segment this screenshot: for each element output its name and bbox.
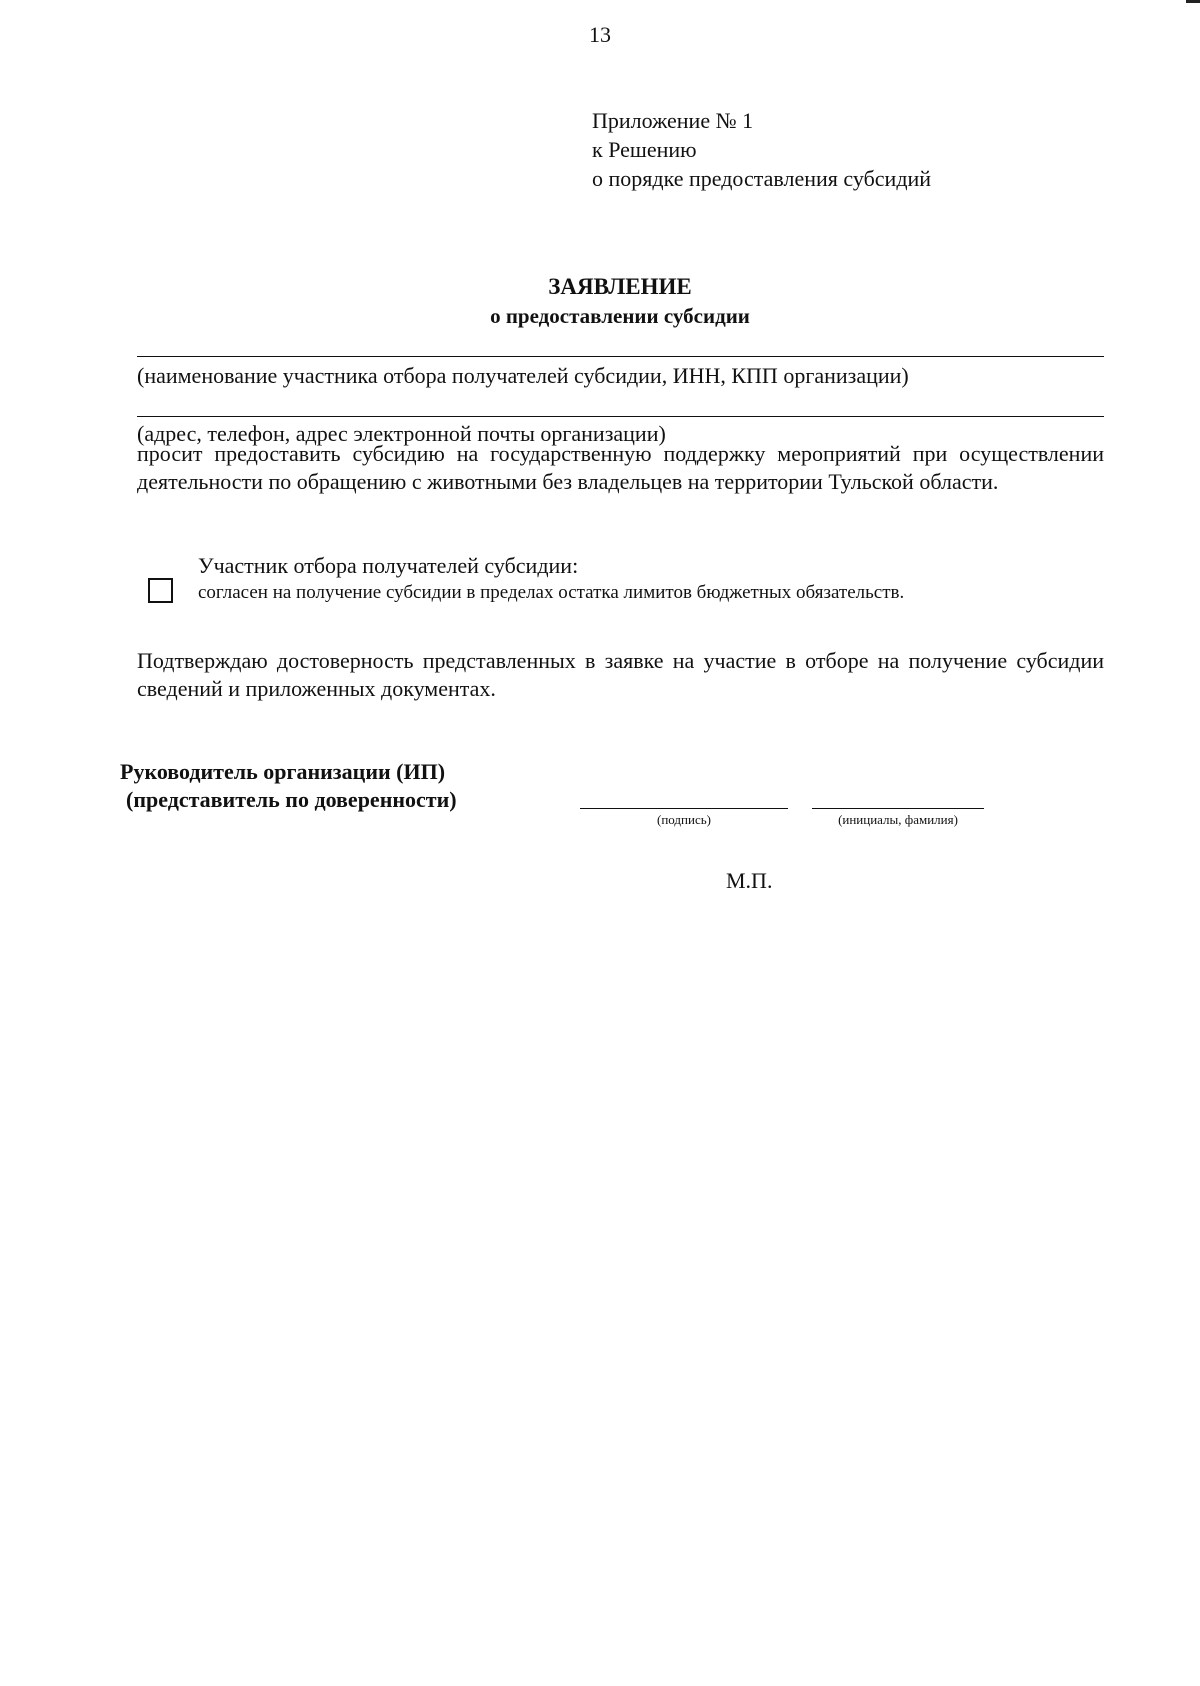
signer-title: Руководитель организации (ИП) [120,759,446,784]
address-field-line[interactable] [137,416,1104,417]
page-number: 13 [589,22,611,47]
title-main: ЗАЯВЛЕНИЕ [548,274,692,299]
appendix-line-1: Приложение № 1 [592,108,754,133]
name-caption: (инициалы, фамилия) [838,812,958,827]
appendix-line-2: к Решению [592,137,697,162]
title-subtitle: о предоставлении субсидии [490,304,750,328]
appendix-line-3: о порядке предоставления субсидий [592,166,932,191]
document-title [0,272,1200,330]
signature-caption: (подпись) [657,812,711,827]
name-field-line[interactable] [812,808,984,809]
participant-name-caption: (наименование участника отбора получателей субсидии, ИНН, КПП организации) [137,363,909,388]
consent-checkbox[interactable] [148,578,173,603]
address-caption: (адрес, телефон, адрес электронной почты организации) [137,421,666,446]
scan-edge-mark [1186,0,1200,3]
signature-field-line[interactable] [580,808,788,809]
signer-subtitle: (представитель по доверенности) [126,787,457,812]
stamp-placeholder: М.П. [726,868,773,893]
consent-heading: Участник отбора получателей субсидии: [198,553,579,578]
confirmation-paragraph: Подтверждаю достоверность представленных в заявке на участие в отборе на получение субсидии сведений и приложенных документах. [137,648,1104,701]
participant-name-field-line[interactable] [137,356,1104,357]
appendix-header [592,106,931,193]
signer-block [120,758,457,814]
request-paragraph: просит предоставить субсидию на государственную поддержку мероприятий при осуществлении деятельности по обращению с животными без владельцев на территории Тульской области. [137,441,1104,494]
consent-text: согласен на получение субсидии в пределах остатка лимитов бюджетных обязательств. [198,582,905,603]
